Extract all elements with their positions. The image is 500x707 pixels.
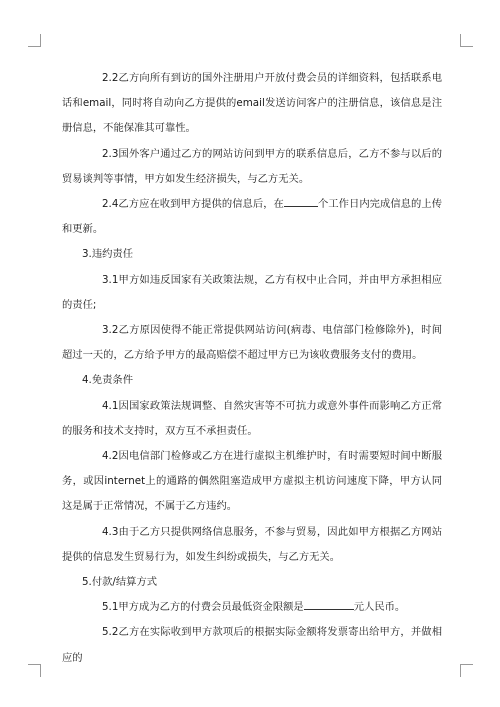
- clause-number: 5.2: [102, 626, 119, 639]
- section-heading-5: 5.付款/结算方式: [82, 576, 158, 589]
- clause-text: 乙方向所有到访的国外注册用户开放付费会员的详细资料，包括联系电话和email，同时将自动向乙方提供的email发送访问客户的注册信息，该信息是注册信息，不能保准其可靠性。: [62, 72, 442, 135]
- clause-4-1: [62, 394, 442, 444]
- section-heading-3: 3.违约责任: [82, 248, 134, 261]
- crop-mark-top-left: [28, 34, 41, 47]
- clause-2-4: [62, 192, 442, 242]
- fill-in-blank: [284, 198, 318, 207]
- clause-number: 4.1: [102, 399, 119, 412]
- crop-mark-top-right: [460, 34, 473, 47]
- clause-number: 2.2: [102, 72, 119, 84]
- document-body: [62, 66, 442, 671]
- clause-number: 3.2: [102, 324, 119, 337]
- crop-mark-bottom-left: [28, 664, 41, 677]
- clause-text: 因电信部门检修或乙方在进行虚拟主机维护时，有时需要短时间中断服务，或因internet上的通路的偶然阻塞造成甲方虚拟主机访问速度下降，甲方认同这是属于正常情况，不属于乙方违约。: [62, 450, 442, 513]
- clause-number: 3.1: [102, 273, 119, 286]
- clause-text: 由于乙方只提供网络信息服务，不参与贸易，因此如甲方根据乙方网站提供的信息发生贸易行为，如发生纠纷或损失，与乙方无关。: [62, 525, 442, 563]
- clause-text-before: 乙方应在收到甲方提供的信息后，在: [118, 198, 284, 211]
- section-heading-4: 4.免责条件: [82, 374, 134, 387]
- fill-in-blank: [304, 601, 354, 610]
- clause-number: 4.2: [102, 450, 119, 463]
- clause-text: 甲方如违反国家有关政策法规，乙方有权中止合同，并由甲方承担相应的责任;: [62, 273, 442, 311]
- clause-number: 5.1: [102, 601, 119, 614]
- clause-text-after: 元人民币。: [353, 601, 406, 614]
- clause-5-1: [62, 595, 442, 620]
- clause-4-2: [62, 444, 442, 520]
- clause-number: 2.3: [102, 147, 119, 160]
- clause-3-1: [62, 268, 442, 318]
- clause-2-3: [62, 142, 442, 192]
- clause-2-2: [62, 66, 442, 142]
- clause-text: 国外客户通过乙方的网站访问到甲方的联系信息后，乙方不参与以后的贸易谈判等事情，甲方如发生经济损失，与乙方无关。: [62, 147, 442, 185]
- clause-text-before: 甲方成为乙方的付费会员最低资金限额是: [118, 601, 304, 614]
- clause-4-3: [62, 520, 442, 570]
- clause-text: 乙方在实际收到甲方款项后的根据实际金额将发票寄出给甲方，并做相应的: [62, 626, 442, 664]
- clause-text: 因国家政策法规调整、自然灾害等不可抗力或意外事件而影响乙方正常的服务和技术支持时，双方互不承担责任。: [62, 399, 442, 437]
- clause-3-2: [62, 318, 442, 368]
- clause-text-after: 个工作日内完成信息的上传和更新。: [62, 198, 443, 236]
- crop-mark-bottom-right: [460, 664, 473, 677]
- clause-number: 2.4: [102, 198, 119, 211]
- clause-text: 乙方原因使得不能正常提供网站访问(病毒、电信部门检修除外)，时间超过一天的，乙方给予甲方的最高赔偿不超过甲方已为该收费服务支付的费用。: [62, 324, 442, 362]
- clause-5-2: [62, 620, 442, 670]
- clause-number: 4.3: [102, 525, 119, 538]
